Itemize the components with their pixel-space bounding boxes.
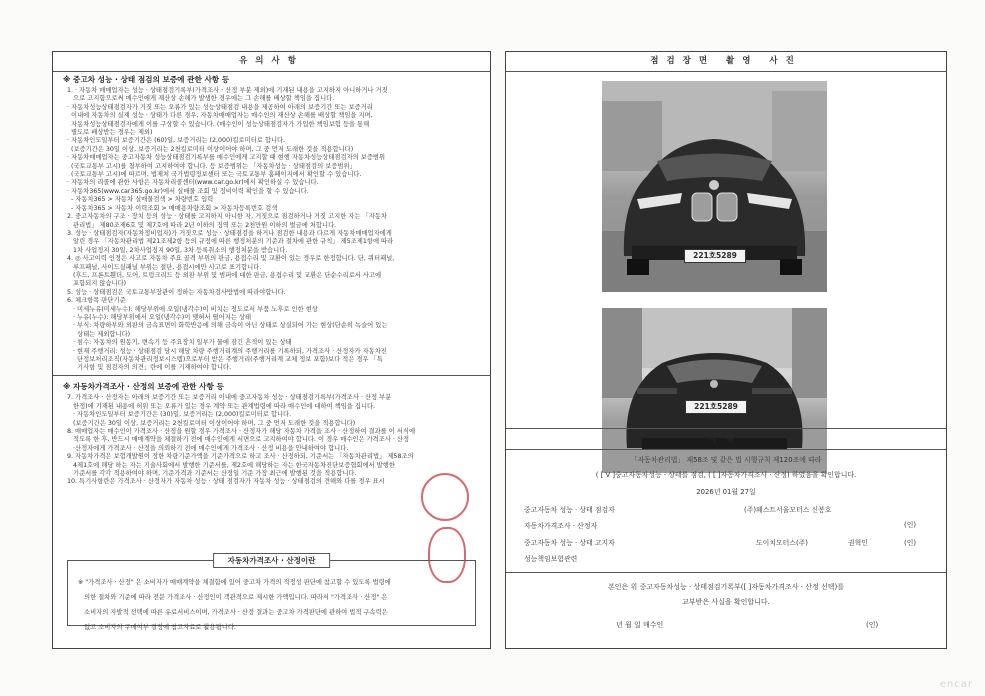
appraisal-explanation-box <box>67 556 476 631</box>
notifier-sealer: 권혁인 <box>848 539 868 547</box>
inspector-value: (주)웨스트서울모터스 신봉호 <box>744 506 832 514</box>
buyer-sign-line: 년 월 일 매수인 <box>616 621 664 629</box>
section2-line: 기준서를 각각 적용하여야 하며, 기준가격과 기준서는 산정일 기준 가장 최근에 발행된 것을 적용합니다. <box>67 469 357 477</box>
section2-line: 9. 자동차가격은 보험개발원이 정한 차량기준가액을 기준가격으로 하고 조사 · 산정하되, 기준서는 「자동차관리법」 제58조의 <box>67 453 414 461</box>
section1-line: 3. 성능 · 상태점검자(자동차정비업자)가 거짓으로 성능 · 상태점검을 하거나 점검한 내용과 다르게 자동차매매업자에게 <box>67 229 392 237</box>
section2-line: ·산정자에게 가격조사 · 산정을 의뢰하기 전에 매수인에게 가격조사 · 산정 비용을 안내하여야 합니다. <box>67 444 349 452</box>
section1-line: (국토교통부 고시)에 따르며, 법제처 국가법령정보센터 또는 국토교통부 홈페이지에서 확인할 수 있습니다. <box>67 171 362 179</box>
section2-line: 10. 특기사항란은 가격조사 · 산정자가 자동차 성능 · 상태 점검자가 자동차 성능 · 상태점검의 견해와 다를 경우 표시 <box>67 478 385 486</box>
section1-line: · 누유(누수): 해당부위에서 오일(냉각수)이 맺혀서 떨어지는 상태 <box>67 313 252 321</box>
section1-title: ※ 중고차 성능 · 상태 점검의 보증에 관한 사항 등 <box>63 75 230 84</box>
section-divider <box>53 375 490 376</box>
section2-line: 한정)에 기재된 내용에 허위 또는 오류가 있는 경우 계약 또는 관계법령에 따라 매수인에 대하여 책임을 집니다. <box>67 402 376 410</box>
notifier-value: 도이치모터스(주) <box>756 539 808 547</box>
section2-line: 적도록 한 후, 반드시 매매계약을 체결하기 전에 매수인에게 서면으로 고지하여야 합니다. 이 경우 매수인은 가격조사 · 산정 <box>67 436 410 444</box>
section2-line: 8. 매매업자는 매수인이 가격조사 · 산정을 원할 경우 가격조사 · 산정자가 해당 자동차 가격을 조사 · 산정하여 결과를 이 서식에 <box>67 427 416 435</box>
opinion-line: 소비자의 자발적 선택에 따른 유료서비스이며, 가격조사 · 산정 결과는 중고차 가격판단에 관하여 법적 구속력은 <box>78 608 388 616</box>
dealer-seal-stamp-icon <box>428 527 466 583</box>
section2-line: (보증기간은 30일 이상, 보증거리는 2천킬로미터 이상이어야 하며, 그 중 먼저 도래한 것을 적용합니다) <box>67 419 356 427</box>
section1-line: 5. 성능 · 상태점검은 국토교통부장관이 정하는 자동차검사방법에 따라야합니다. <box>67 288 286 296</box>
section1-line: · 현재 주행거리: 성능 · 상태점검 당시 해당 차량 주행거리계의 주행거리를 기록하되, 가격조사 · 산정자가 자동차진 <box>67 347 387 355</box>
section1-line: 1차 사업정지 30일, 2차사업정지 90일, 3차 등록취소의 행정처분을 받습니다. <box>67 246 288 254</box>
section1-line: · 침수: 자동차의 원동기, 변속기 등 주요장치 일부가 물에 잠긴 흔적이 있는 상태 <box>67 339 292 347</box>
rear-license-plate: 221호5289 <box>685 400 747 414</box>
buyer-confirmation <box>506 572 946 651</box>
notifier-seal: (인) <box>904 539 917 547</box>
buyer-seal: (인) <box>866 621 879 629</box>
section1-line: 상태는 제외합니다) <box>67 330 131 338</box>
section2-line: 4제1호에 해당 하는 자는 기술사회에서 발행한 기준서를, 제2호에 해당하는 자는 한국자동차진단보증협회에서 발행한 <box>67 461 395 469</box>
section1-line: 4. ◎ 사고이력 인정은 사고로 자동차 주요 골격 부위의 판금, 용접수리 및 교환이 있는 경우로 한정합니다. 단, 쿼터패널, <box>67 255 395 263</box>
inspector-seal: (인) <box>904 521 917 529</box>
section1-line: 단정보처리조직(자동차관리정보시스템)으로부터 받은 주행거리(주행거리계 교체 정보 포함)보다 적은 경우 「특 <box>67 356 383 363</box>
front-license-plate: 221호5289 <box>684 249 746 263</box>
section1-line: (국토교통부 고시)를 첨부하여 고지하여야 합니다. 등 보증범위는 「자동차성능 · 상태점검의 보증범위」 <box>67 162 356 170</box>
appraisal-explanation-text <box>68 561 475 632</box>
notes-panel <box>52 51 491 649</box>
insurance-label: 성능책임보험관련 <box>524 555 578 563</box>
section1-line: · 자동차의 리콜에 관한 사항은 자동차리콜센터(www.car.go.kr)에서 확인하실 수 있습니다. <box>67 179 319 187</box>
section1-line: 기사항 및 점검자의 의견」란에 이를 기재하여야 합니다. <box>67 364 232 372</box>
buyer-confirm-line1: 본인은 위 중고자동차성능 · 상태점검기록부([ ]자동차가격조사 · 산정 선택)를 <box>607 583 845 591</box>
photo-header: 점검장면 촬영 사진 <box>506 52 946 72</box>
section2-title: ※ 자동차가격조사 · 산정의 보증에 관한 사항 등 <box>63 382 224 392</box>
section1-line: (후드, 프론트휀더, 도어, 트렁크리드 등 외판 부위 및 범퍼에 대한 판금, 용접수리 및 교환은 단순수리로서 사고에 <box>67 271 382 279</box>
section1-line: - 자동차365 > 자동차 실매물검색 > 차량번호 입력 <box>67 196 214 204</box>
section1-line: · 자동차성능상태점검자가 거짓 또는 오류가 있는 성능상태점검 내용을 제공하여 아래의 보증기간 또는 보증거리 <box>67 103 373 111</box>
section1-line: 1. · 자동차 매매업자는 성능 · 상태점검기록부(가격조사 · 산정 부분 제외)에 기재된 내용을 고지하지 아니하거나 거짓 <box>67 87 388 94</box>
section1-body <box>53 87 490 372</box>
company-seal-stamp-icon <box>421 473 469 521</box>
section1-line: 6. 체크항목 판단기준 <box>67 297 126 305</box>
section1-line: (보증기간은 30일 이상, 보증거리는 2천킬로미터 이상이어야 하며, 그 중 먼저 도래한 것을 적용합니다) <box>67 145 354 153</box>
section1-line: · 부식: 차량하부와 외판의 금속표면이 화학반응에 의해 금속이 아닌 상태로 상실되어 가는 현상(단순히 녹슬어 있는 <box>67 322 388 330</box>
opinion-line: ※ "가격조사 · 산정" 은 소비자가 매매계약을 체결함에 있어 중고차 가격의 적정성 판단에 참고할 수 있도록 법령에 <box>78 579 391 587</box>
legal-basis-line: 「자동차관리법」 제58조 및 같은 법 시행규칙 제120조에 따라 <box>630 456 822 464</box>
section1-line: 으로 고지함으로써 매수인에게 재산상 손해가 발생한 경우에는 그 손해를 배상할 책임을 집니다. <box>67 95 335 103</box>
section1-line: 관리법」 제80조제6호 및 제7호에 따라 2년 이하의 징역 또는 2천만원 이하의 벌금에 처합니다. <box>67 221 337 229</box>
confirmation-line: ( [ V ]중고자동차성능 · 상태를 점검, ( [ ]자동차가격조사 · 산정) 하였음을 확인합니다. <box>595 471 857 479</box>
opinion-line: 없고 소비자의 구매여부 결정에 참고자료로 활용됩니다. <box>78 623 236 631</box>
section2-line: 7. 가격조사 · 산정자는 아래의 보증기간 또는 보증거리 이내에 중고자동차 성능 · 상태점검기록부(가격조사 · 산정 부분 <box>67 394 392 402</box>
sign-date: 2026년 01월 27일 <box>696 488 756 496</box>
photo-sign-panel <box>505 51 947 649</box>
section1-line: - 자동차365 > 자동차 이력조회 > 매매용차량조회 > 자동차등록번호 검색 <box>67 204 278 212</box>
section1-line: 자동차성능상태점검자에게 이를 구상할 수 있습니다. (매수인이 성능상태점검자가 가입한 책임보험 등을 통해 <box>67 120 370 128</box>
opinion-line: 의한 절차와 기준에 따라 전문 가격조사 · 산정인이 객관적으로 제시한 가액입니다. 따라서 "가격조사 · 산정" 은 <box>78 594 388 602</box>
appraisal-explanation-title: 자동차가격조사 · 산정이란 <box>213 553 331 568</box>
section1-line: · 자동차365(www.car365.go.kr)에서 실매물 조회 및 정비이력 확인을 할 수 있습니다. <box>67 187 309 195</box>
section1-line: 이내에 자동차의 실제 성능 · 상태가 다른 경우, 자동차매매업자는 매수인의 재산상 손해를 배상할 책임을 지며, <box>67 112 373 120</box>
front-car-photo <box>602 81 827 292</box>
section1-line: · 자동차인도일부터 보증기간은 (60)일, 보증거리는 (2,000)킬로미터로 합니다. <box>67 137 286 145</box>
signature-header: 서명 <box>506 428 946 450</box>
appraiser-label: 자동차가격조사 · 산정자 <box>524 522 598 530</box>
section1-line: · 미세누유(미세누수): 해당부위에 오일(냉각수)이 비치는 정도로서 부품 노후로 인한 현상 <box>67 305 318 313</box>
notifier-label: 중고자동차 성능 · 상태 고지자 <box>524 539 615 547</box>
section1-line: 알린 경우 「자동차관리법 제21조제2항 등의 규정에 따른 행정처분의 기준과 절차에 관한 규칙」 제5조제1항에 따라 <box>67 238 394 246</box>
inspector-label: 중고자동차 성능 · 상태 점검자 <box>524 506 615 514</box>
buyer-confirm-line2: 교부받은 사실을 확인합니다. <box>682 598 770 606</box>
section1-line: 루프패널, 사이드실패널 부위는 절단, 용접시에만 사고로 표기합니다. <box>67 263 262 271</box>
watermark: encar <box>939 679 973 690</box>
section1-line: 포함되지 않습니다) <box>67 280 127 288</box>
section2-body <box>53 394 490 486</box>
section1-line: · 자동차매매업자는 중고자동차 성능상태점검기록부를 매수인에게 고지할 때 현행 자동차성능상태점검자의 보증범위 <box>67 154 386 162</box>
notes-header: 유의사항 <box>53 52 490 72</box>
section1-line: 별도로 배상받는 경우는 제외) <box>67 129 153 137</box>
section1-line: 2. 중고자동차의 구조 · 장치 등의 성능 · 상태를 고지하지 아니한 자, 거짓으로 점검하거나 거짓 고지한 자는 「자동차 <box>67 213 387 221</box>
section2-line: · 자동차인도일부터 보증기간은 (30)일, 보증거리는 (2,000)킬로미터로 합니다. <box>67 411 292 419</box>
